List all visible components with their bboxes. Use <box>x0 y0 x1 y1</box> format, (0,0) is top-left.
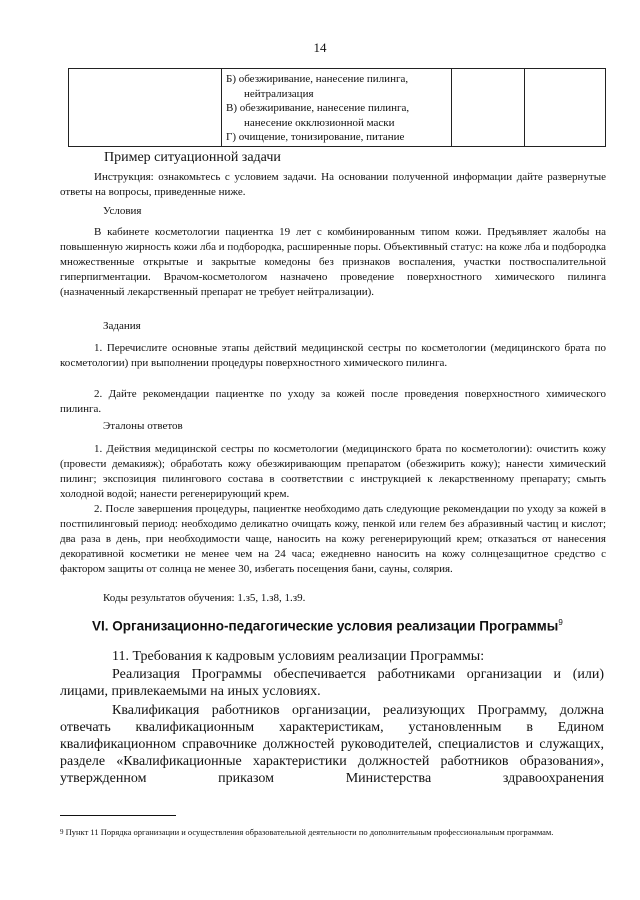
paragraph-11: 11. Требования к кадровым условиям реализации Программы: <box>112 649 485 664</box>
paragraph-qualification: Квалификация работников организации, реализующих Программу, должна отвечать квалификационным характеристикам, установленным в Едином квалификационном справочнике должностей руководителей, специалистов и служащих, разделе «Квалификационные характеристики должностей работников образования», утвержденном приказом Министерства здравоохранения <box>60 703 604 786</box>
footnote-number: 9 <box>60 828 64 836</box>
option-b: Б) обезжиривание, нанесение пилинга, нейтрализация <box>226 73 409 100</box>
option-v: В) обезжиривание, нанесение пилинга, нанесение окклюзионной маски <box>226 102 410 129</box>
table-cell-empty <box>69 69 222 147</box>
paragraph-staffing: Реализация Программы обеспечивается работниками организации и (или) лицами, привлекаемыми на иных условиях. <box>60 667 604 699</box>
assignments-label: Задания <box>103 320 141 332</box>
conditions-text: В кабинете косметологии пациентка 19 лет с комбинированным типом кожи. Предъявляет жалобы на повышенную жирность кожи лба и подбородка, расширенные поры. Объективный статус: на коже лба и подбородка множественные открытые и закрытые комедоны без признаков воспаления, участки поствоспалительной гиперпигментации. Врачом-косметологом назначено проведение поверхностного химического пилинга (назначенный лекарственный препарат не требует нейтрализации). <box>60 226 606 298</box>
table-cell-empty <box>525 69 606 147</box>
learning-codes: Коды результатов обучения: 1.з5, 1.з8, 1.з9. <box>103 592 306 604</box>
table-row <box>69 69 606 147</box>
answer-options-table <box>68 68 606 147</box>
section-heading <box>92 618 563 634</box>
assignment-2: 2. Дайте рекомендации пациентке по уходу за кожей после проведения поверхностного химического пилинга. <box>60 388 606 415</box>
option-g: Г) очищение, тонизирование, питание <box>226 131 405 143</box>
task-title: Пример ситуационной задачи <box>104 150 281 165</box>
footnote-separator <box>60 815 176 816</box>
answer-2: 2. После завершения процедуры, пациентке необходимо дать следующие рекомендации по уходу за кожей в постпилинговый период: необходимо деликатно очищать кожу, пенкой или гелем без абразивный частиц и кислот; два раза в день, при необходимости чаще, наносить на кожу регенерирующий крем; отказаться от нанесения декоративной косметики не менее чем на 24 часа; ежедневно наносить на кожу солнцезащитное средство с фактором защиты от солнца не менее 30, избегать посещения бани, сауны, солярия. <box>60 503 606 575</box>
answer-1: 1. Действия медицинской сестры по косметологии (медицинского брата по косметологии): очистить кожу (провести демакияж); обработать кожу обезжиривающим препаратом (обезжирить кожу); нанести химический пилинг; экспозиция пилингового состава в соответствии с инструкцией к лекарственному препарату; смыть холодной водой; нанести регенерирующий крем. <box>60 443 606 500</box>
section-heading-text: VI. Организационно-педагогические условия реализации Программы <box>92 618 559 634</box>
footnote-text: Пункт 11 Порядка организации и осуществления образовательной деятельности по дополнительным профессиональным программам. <box>65 827 554 837</box>
table-cell-options <box>222 69 452 147</box>
task-instruction: Инструкция: ознакомьтесь с условием задачи. На основании полученной информации дайте развернутые ответы на вопросы, приведенные ниже. <box>60 171 606 198</box>
page-number: 14 <box>313 40 327 55</box>
footnote <box>60 826 606 838</box>
answers-label: Эталоны ответов <box>103 420 183 432</box>
assignment-1: 1. Перечислите основные этапы действий медицинской сестры по косметологии (медицинского брата по косметологии) при выполнении процедуры поверхностного химического пилинга. <box>60 342 606 369</box>
footnote-mark: 9 <box>558 618 563 627</box>
table-cell-empty <box>452 69 525 147</box>
conditions-label: Условия <box>103 205 142 217</box>
